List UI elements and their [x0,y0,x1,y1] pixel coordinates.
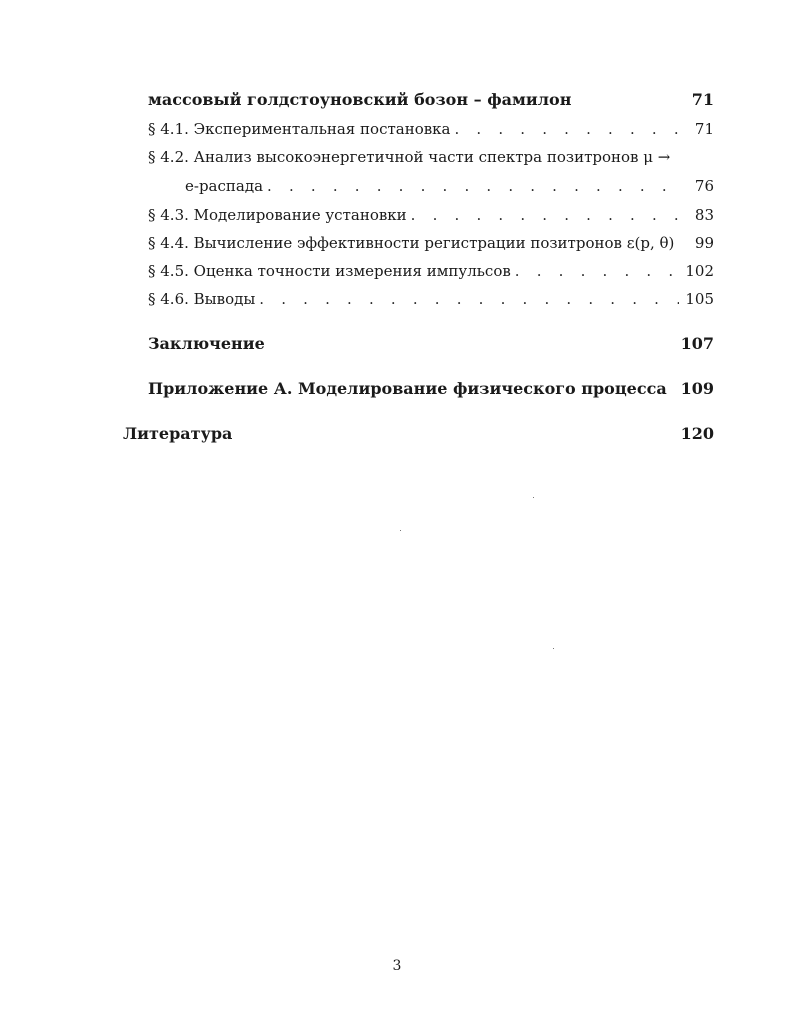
toc-entry-4-4[interactable] [148,234,714,252]
scan-speck [400,530,401,531]
toc-leader-dots [259,290,679,308]
toc-entry-title: массовый голдстоуновский бозон – фамилон [148,90,572,109]
toc-entry-title: Литература [123,424,233,443]
toc-entry-title: Заключение [148,334,265,353]
toc-entry-4-6[interactable] [148,290,714,308]
toc-entry-chapter-4[interactable] [148,90,714,109]
toc-entry-title: § 4.2. Анализ высокоэнергетичной части спектра позитронов μ → [148,148,671,166]
toc-entry-title: § 4.5. Оценка точности измерения импульсов [148,262,511,280]
toc-entry-title: § 4.6. Выводы [148,290,256,308]
toc-entry-page: 107 [680,334,714,353]
toc-entry-title: § 4.3. Моделирование установки [148,206,407,224]
toc-entry-page: 71 [694,120,714,138]
toc-leader-dots [515,262,680,280]
toc-entry-page: 71 [691,90,714,109]
toc-entry-4-5[interactable] [148,262,714,280]
toc-entry-conclusion[interactable] [148,334,714,353]
toc-leader-dots [455,120,681,138]
toc-entry-appendix-a[interactable] [148,379,714,398]
toc-entry-page: 120 [680,424,714,443]
toc-entry-4-2-continuation[interactable] [185,177,714,195]
scan-speck [533,497,534,498]
toc-entry-page: 105 [685,290,714,308]
toc-entry-4-1[interactable] [148,120,714,138]
toc-entry-title-continuation: e-распада [185,177,264,195]
toc-entry-title: § 4.4. Вычисление эффективности регистрации позитронов ε(p, θ) [148,234,675,252]
toc-entry-page: 83 [694,206,714,224]
toc-leader-dots [411,206,680,224]
page-number: 3 [392,958,402,974]
toc-entry-title: § 4.1. Экспериментальная постановка [148,120,451,138]
toc-entry-page: 109 [680,379,714,398]
scan-speck [553,648,554,649]
toc-entry-page: 102 [685,262,714,280]
toc-entry-page: 99 [694,234,714,252]
toc-entry-references[interactable] [123,424,714,443]
toc-entry-title: Приложение А. Моделирование физического процесса [148,379,667,398]
toc-entry-4-2[interactable] [148,148,714,166]
toc-leader-dots [267,177,680,195]
toc-entry-4-3[interactable] [148,206,714,224]
toc-entry-page: 76 [694,177,714,195]
